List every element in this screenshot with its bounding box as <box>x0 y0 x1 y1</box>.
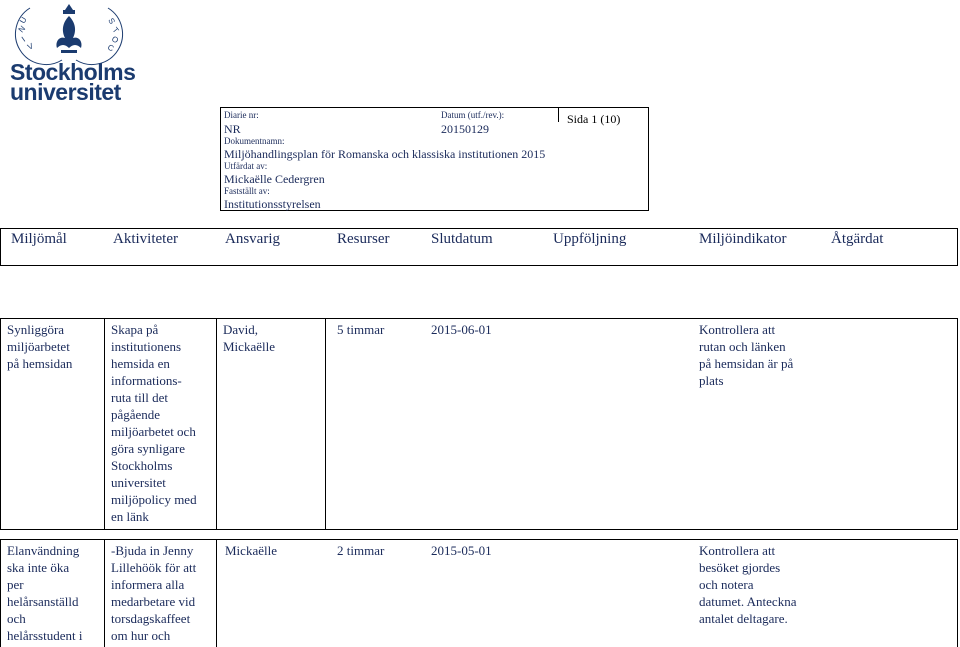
page-divider <box>558 108 559 122</box>
svg-text:T: T <box>110 25 121 36</box>
cell-resources: 2 timmar <box>337 543 385 558</box>
datum-value: 20150129 <box>441 122 489 136</box>
datum-label: Datum (utf./rev.): <box>441 110 505 120</box>
wordmark-line-1: Stockholms <box>10 59 136 85</box>
document-metadata-box <box>220 107 649 211</box>
column-header-miljoindikator: Miljöindikator <box>699 231 787 247</box>
cell-activity: Skapa på institutionens hemsida en informations- ruta till det pågående miljöarbetet och göra synligare Stockholms universitet miljöpolicy med en länk <box>105 319 217 529</box>
dokumentnamn-value: Miljöhandlingsplan för Romanska och klassiska institutionen 2015 <box>224 147 546 161</box>
svg-text:V: V <box>26 41 35 52</box>
column-header-slutdatum: Slutdatum <box>431 231 493 247</box>
dokumentnamn-label: Dokumentnamn: <box>224 136 285 146</box>
utfardat-value: Mickaëlle Cedergren <box>224 172 325 186</box>
table-header-row <box>0 228 958 266</box>
column-header-resurser: Resurser <box>337 231 390 247</box>
wordmark-line-2: universitet <box>10 79 121 105</box>
faststallt-label: Fastställt av: <box>224 186 270 196</box>
table-row <box>0 539 958 647</box>
column-header-uppfoljning: Uppföljning <box>553 231 627 247</box>
cell-end-date: 2015-06-01 <box>431 322 492 337</box>
cell-resources: 5 timmar <box>337 322 385 337</box>
svg-text:N: N <box>16 24 28 35</box>
column-header-miljomal: Miljömål <box>11 231 67 247</box>
cell-responsible: David, Mickaëlle <box>223 322 275 354</box>
cell-indicator: Kontrollera att rutan och länken på hemsidan är på plats <box>699 322 794 388</box>
svg-text:O: O <box>109 34 121 46</box>
cell-end-date: 2015-05-01 <box>431 543 492 558</box>
faststallt-value: Institutionsstyrelsen <box>224 197 321 211</box>
cell-activity: -Bjuda in Jenny Lillehöök för att informera alla medarbetare vid torsdagskaffeet om hur och <box>105 540 217 647</box>
column-header-ansvarig: Ansvarig <box>225 231 280 247</box>
svg-text:I: I <box>19 34 27 44</box>
table-row <box>0 318 958 530</box>
column-divider <box>325 319 326 529</box>
diarie-value: NR <box>224 122 241 136</box>
column-header-aktiviteter: Aktiviteter <box>113 231 178 247</box>
cell-goal: Synliggöra miljöarbetet på hemsidan <box>1 319 105 529</box>
cell-goal: Elanvändning ska inte öka per helårsanställd och helårsstudent i <box>1 540 105 647</box>
svg-text:C: C <box>106 42 116 54</box>
cell-responsible: Mickaëlle <box>225 543 277 558</box>
page-number: Sida 1 (10) <box>567 112 621 126</box>
utfardat-label: Utfärdat av: <box>224 161 268 171</box>
university-wordmark <box>10 59 136 105</box>
svg-text:U: U <box>17 15 29 25</box>
diarie-label: Diarie nr: <box>224 110 259 120</box>
cell-indicator: Kontrollera att besöket gjordes och notera datumet. Anteckna antalet deltagare. <box>699 543 797 626</box>
svg-text:S: S <box>106 16 117 26</box>
column-header-atgardat: Åtgärdat <box>831 231 884 247</box>
